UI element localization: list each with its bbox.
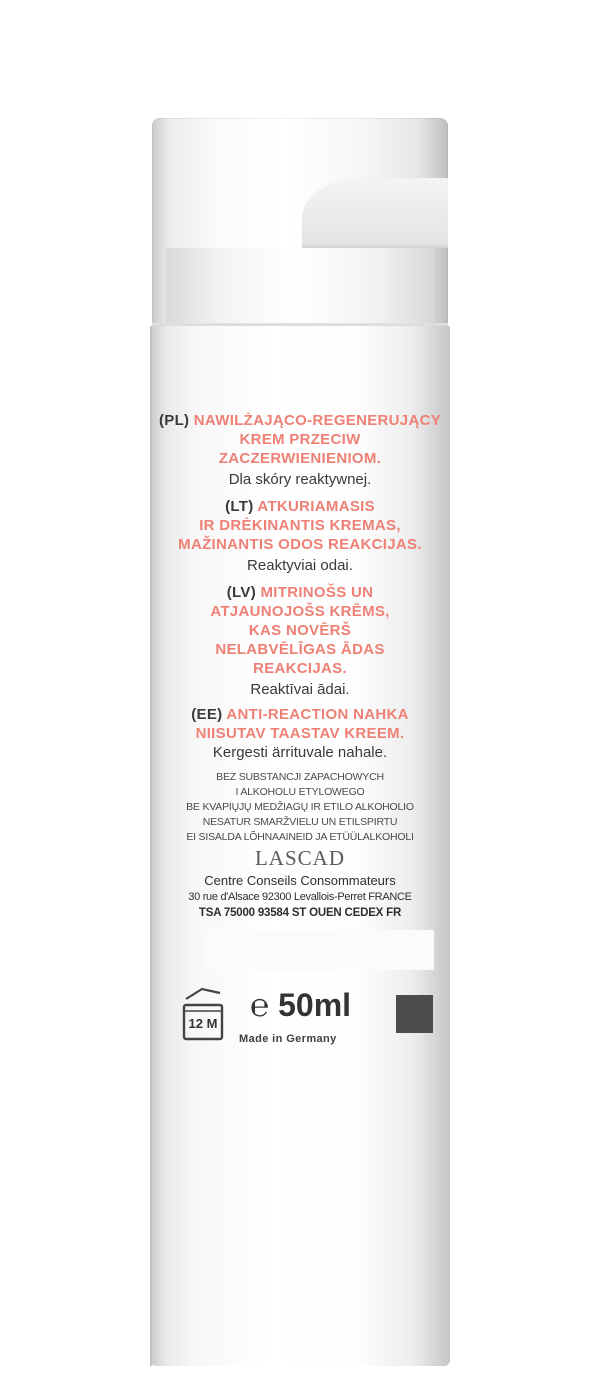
ee-title-1: ANTI-REACTION NAHKA — [226, 706, 409, 723]
company-address-2: TSA 75000 93584 ST OUEN CEDEX FR — [198, 907, 402, 919]
pl-tag: (PL) — [158, 412, 190, 429]
lv-title-1: MITRINOŠS UN — [260, 584, 374, 601]
ee-subtitle: Kergesti ärrituvale nahale. — [212, 744, 388, 761]
pao-jar-icon — [180, 985, 226, 1041]
pao-label: 12 M — [188, 1016, 218, 1031]
ee-title-line-1 — [150, 706, 450, 723]
dark-square-mark — [396, 995, 433, 1033]
free-from-4: NESATUR SMARŽVIELU UN ETILSPIRTU — [202, 816, 398, 828]
pump-cap — [152, 118, 448, 330]
made-in-label: Made in Germany — [239, 1033, 337, 1045]
pl-title-2: KREM PRZECIW — [239, 431, 361, 448]
lv-tag: (LV) — [226, 584, 256, 601]
lt-subtitle: Reaktyviai odai. — [247, 557, 353, 574]
lt-tag: (LT) — [225, 498, 254, 515]
lv-subtitle: Reaktīvai ādai. — [250, 681, 350, 698]
company-name: Centre Conseils Consommateurs — [204, 873, 396, 888]
lt-title-1: ATKURIAMASIS — [257, 498, 375, 515]
brand-logo: LASCAD — [254, 846, 345, 870]
ee-title-2: NIISUTAV TAASTAV KREEM. — [195, 725, 405, 742]
lt-title-2: IR DRĖKINANTIS KREMAS, — [199, 517, 401, 534]
blank-label-area — [206, 930, 434, 970]
company-address-1: 30 rue d'Alsace 92300 Levallois-Perret FRANCE — [188, 891, 412, 903]
pl-title-1: NAWILŻAJĄCO-REGENERUJĄCY — [193, 412, 442, 429]
volume-label: ℮ 50ml — [250, 987, 352, 1023]
lv-title-5: REAKCIJAS. — [253, 660, 347, 677]
lv-title-line-1 — [150, 584, 450, 601]
free-from-5: EI SISALDA LÕHNAAINEID JA ETÜÜLALKOHOLI — [186, 831, 414, 843]
lv-title-3: KAS NOVĒRŠ — [248, 622, 352, 639]
pump-head — [166, 248, 434, 330]
lt-title-line-1 — [150, 498, 450, 515]
free-from-3: BE KVAPIŲJŲ MEDŽIAGŲ IR ETILO ALKOHOLIO — [186, 801, 414, 813]
lv-title-4: NELABVĒLĪGAS ĀDAS — [215, 641, 385, 658]
free-from-1: BEZ SUBSTANCJI ZAPACHOWYCH — [216, 771, 384, 783]
lt-title-3: MAŽINANTIS ODOS REAKCIJAS. — [178, 536, 422, 553]
pl-title-line-1 — [150, 412, 450, 429]
free-from-2: I ALKOHOLU ETYLOWEGO — [235, 786, 365, 798]
ee-tag: (EE) — [191, 706, 223, 723]
pl-title-3: ZACZERWIENIENIOM. — [218, 450, 382, 467]
pl-subtitle: Dla skóry reaktywnej. — [228, 471, 372, 488]
pump-nozzle — [302, 178, 448, 248]
lv-title-2: ATJAUNOJOŠS KRĒMS, — [210, 603, 390, 620]
